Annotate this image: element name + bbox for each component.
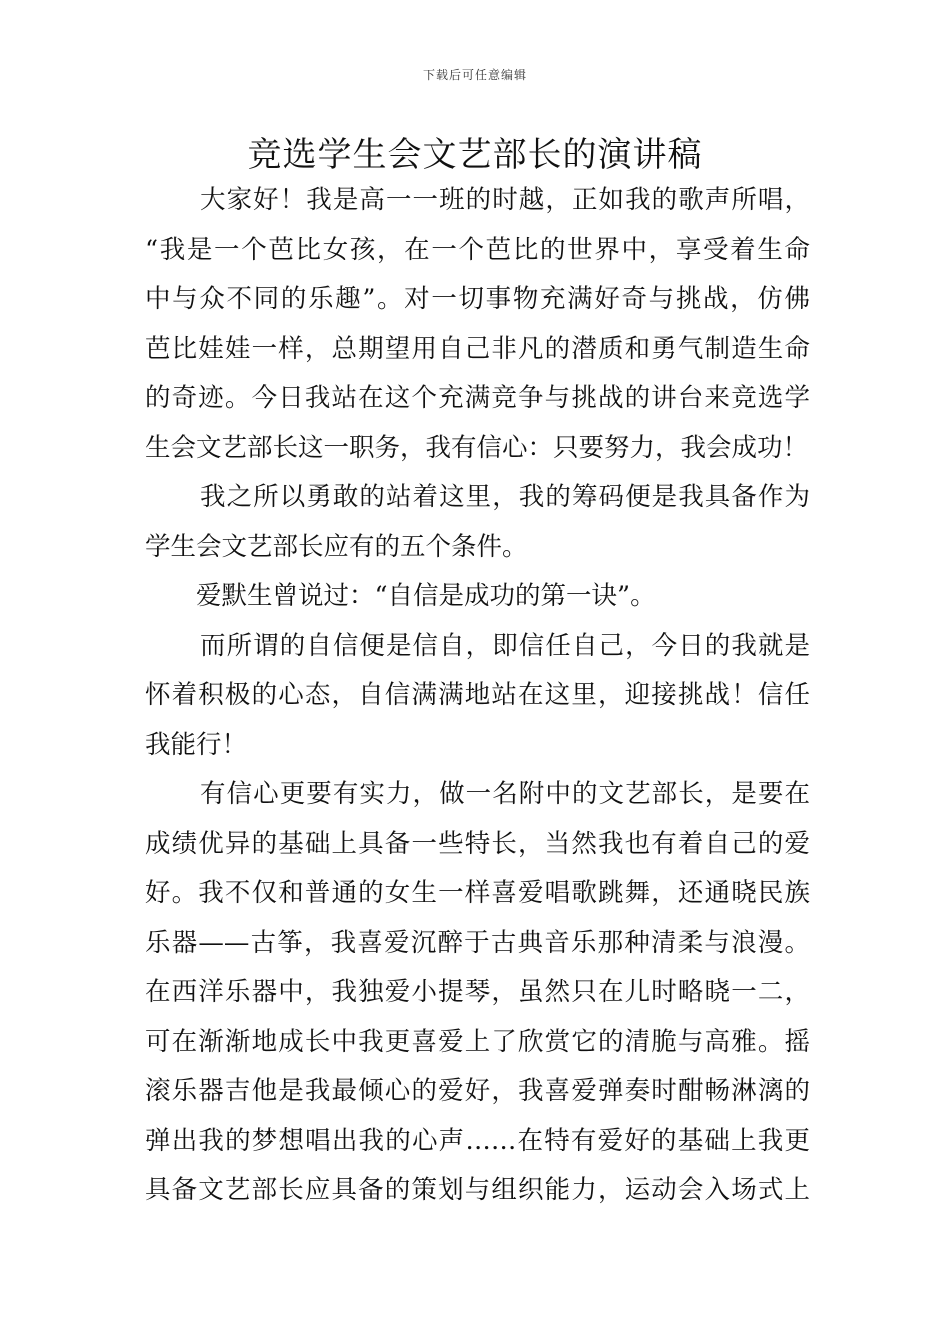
text-line: 而所谓的自信便是信自，即信任自己，今日的我就是 bbox=[200, 630, 810, 661]
document-body bbox=[145, 176, 810, 1216]
text-line: 的奇迹。今日我站在这个充满竞争与挑战的讲台来竞选学 bbox=[145, 383, 810, 413]
text-line: 我能行！ bbox=[145, 729, 248, 760]
text-line: 滚乐器吉他是我最倾心的爱好，我喜爱弹奏时酣畅淋漓的 bbox=[145, 1076, 810, 1106]
document-title: 竞选学生会文艺部长的演讲稿 bbox=[247, 135, 703, 175]
text-line: 好。我不仅和普通的女生一样喜爱唱歌跳舞，还通晓民族 bbox=[145, 878, 810, 908]
text-line: 芭比娃娃一样，总期望用自己非凡的潜质和勇气制造生命 bbox=[145, 333, 810, 364]
text-line: 在西洋乐器中，我独爱小提琴，虽然只在儿时略晓一二， bbox=[145, 977, 810, 1007]
text-line: 乐器——古筝，我喜爱沉醉于古典音乐那种清柔与浪漫。 bbox=[145, 927, 810, 958]
text-line: 爱默生曾说过：“自信是成功的第一诀”。 bbox=[196, 581, 656, 611]
text-line: “我是一个芭比女孩，在一个芭比的世界中，享受着生命 bbox=[145, 234, 810, 265]
text-line: 怀着积极的心态，自信满满地站在这里，迎接挑战！信任 bbox=[145, 680, 810, 710]
text-line: 具备文艺部长应具备的策划与组织能力，运动会入场式上 bbox=[145, 1175, 810, 1205]
text-line: 学生会文艺部长应有的五个条件。 bbox=[145, 531, 528, 562]
text-line: 大家好！我是高一一班的时越，正如我的歌声所唱， bbox=[200, 185, 810, 215]
text-line: 中与众不同的乐趣”。对一切事物充满好奇与挑战，仿佛 bbox=[145, 284, 810, 314]
text-line: 成绩优异的基础上具备一些特长，当然我也有着自己的爱 bbox=[145, 828, 810, 859]
paragraph-confidence bbox=[145, 622, 810, 771]
paragraph-conditions bbox=[145, 473, 810, 572]
text-line: 弹出我的梦想唱出我的心声……在特有爱好的基础上我更 bbox=[145, 1125, 810, 1156]
paragraph-ability bbox=[145, 770, 810, 1216]
text-line: 我之所以勇敢的站着这里，我的筹码便是我具备作为 bbox=[200, 482, 810, 512]
text-line: 有信心更要有实力，做一名附中的文艺部长，是要在 bbox=[200, 779, 810, 809]
text-line: 生会文艺部长这一职务，我有信心：只要努力，我会成功！ bbox=[145, 432, 809, 463]
paragraph-intro bbox=[145, 176, 810, 473]
header-note: 下载后可任意编辑 bbox=[422, 68, 527, 82]
text-line: 可在渐渐地成长中我更喜爱上了欣赏它的清脆与高雅。摇 bbox=[145, 1026, 810, 1057]
paragraph-quote bbox=[145, 572, 810, 622]
